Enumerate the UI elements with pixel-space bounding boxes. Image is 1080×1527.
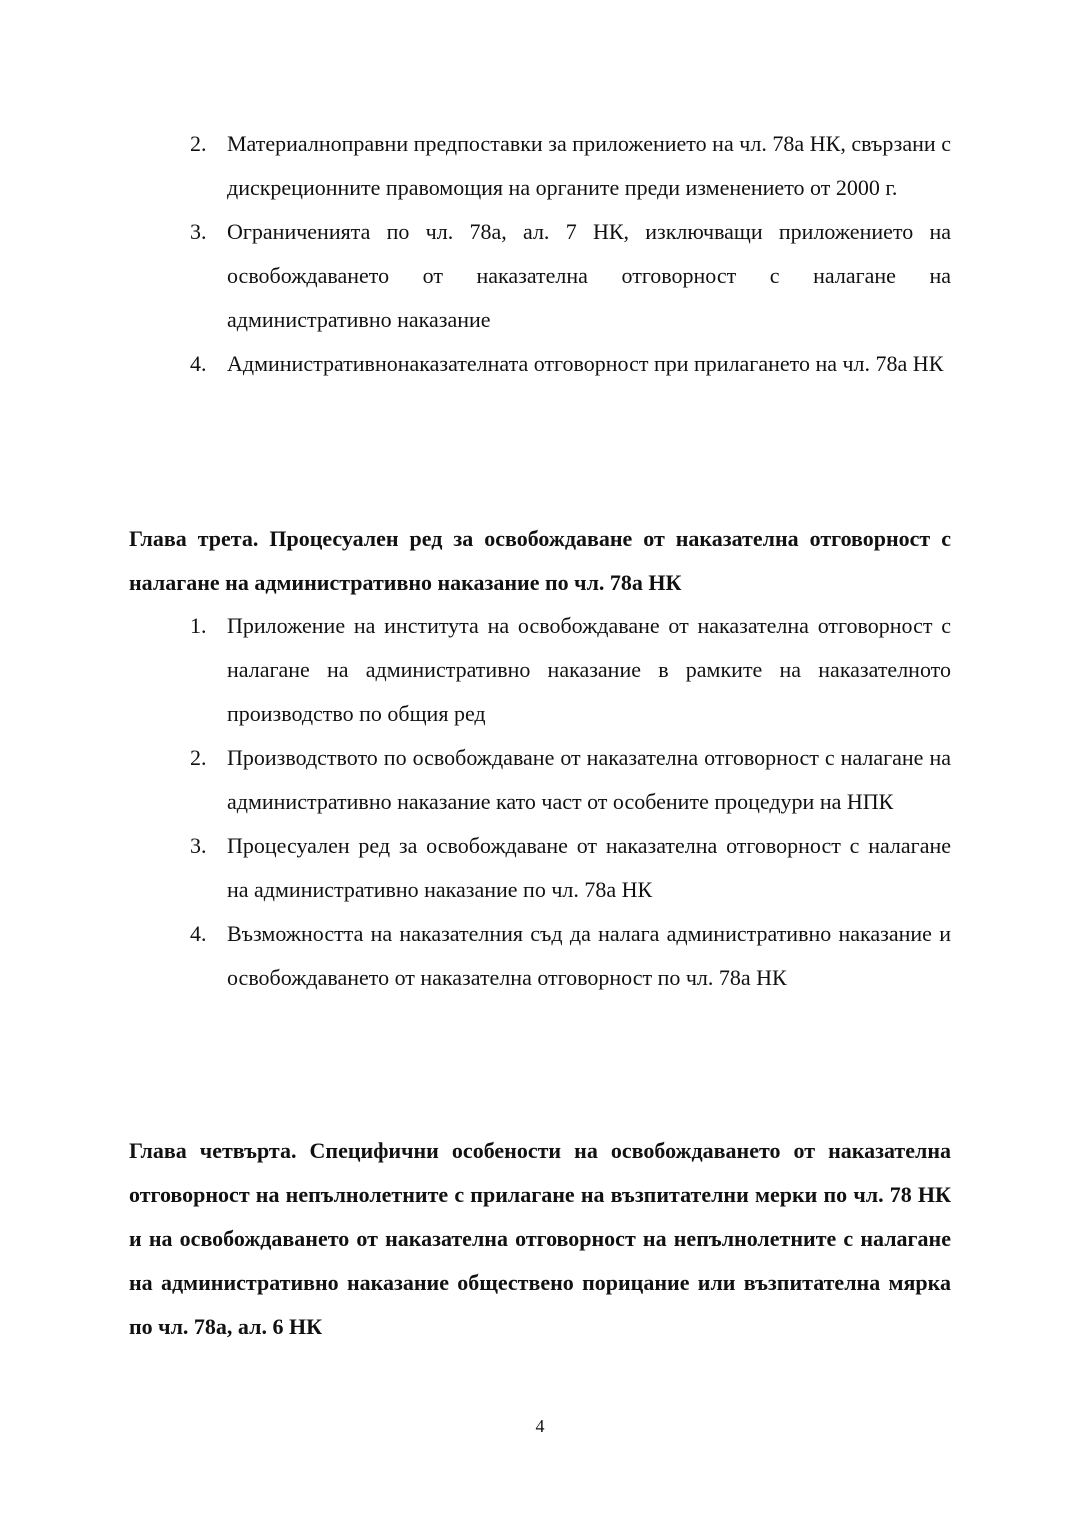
list-item bbox=[190, 736, 951, 824]
list-item bbox=[190, 210, 951, 342]
list-item-text: Административнонаказателната отговорност при прилагането на чл. 78а НК bbox=[227, 351, 944, 376]
list-item-number: 1. bbox=[190, 613, 207, 638]
list-item-number: 4. bbox=[190, 921, 207, 946]
list-item-text: Ограниченията по чл. 78а, ал. 7 НК, изключващи приложението на освобождаването от наказателна отговорност с налагане на административно наказание bbox=[227, 219, 951, 332]
list-item bbox=[190, 824, 951, 912]
page-number: 4 bbox=[535, 1416, 545, 1436]
list-item-number: 2. bbox=[190, 745, 207, 770]
list-item-text: Приложение на института на освобождаване от наказателна отговорност с налагане на административно наказание в рамките на наказателното производство по общия ред bbox=[227, 613, 951, 726]
chapter3-heading: Глава трета. Процесуален ред за освобождаване от наказателна отговорност с налагане на административно наказание по чл. 78а НК bbox=[129, 526, 951, 595]
list-item-number: 4. bbox=[190, 351, 207, 376]
list-item bbox=[190, 604, 951, 736]
list-item bbox=[190, 122, 951, 210]
chapter4-heading: Глава четвърта. Специфични особености на освобождаването от наказателна отговорност на непълнолетните с прилагане на възпитателни мерки по чл. 78 НК и на освобождаването от наказателна отговорност на непълнолетните с налагане на административно наказание обществено порицание или възпитателна мярка по чл. 78а, ал. 6 НК bbox=[129, 1138, 951, 1339]
list-item-text: Материалноправни предпоставки за приложението на чл. 78а НК, свързани с дискреционните правомощия на органите преди изменението от 2000 г. bbox=[227, 131, 951, 200]
list-item-number: 3. bbox=[190, 219, 207, 244]
list-item-text: Процесуален ред за освобождаване от наказателна отговорност с налагане на административно наказание по чл. 78а НК bbox=[227, 833, 951, 902]
list-item-text: Възможността на наказателния съд да налага административно наказание и освобождаването от наказателна отговорност по чл. 78а НК bbox=[227, 921, 951, 990]
list-item bbox=[190, 912, 951, 1000]
list-item-number: 2. bbox=[190, 131, 207, 156]
chapter2-item-list bbox=[190, 122, 951, 386]
list-item bbox=[190, 342, 951, 386]
list-item-text: Производството по освобождаване от наказателна отговорност с налагане на административно наказание като част от особените процедури на НПК bbox=[227, 745, 951, 814]
chapter3-item-list bbox=[190, 604, 951, 1000]
list-item-number: 3. bbox=[190, 833, 207, 858]
